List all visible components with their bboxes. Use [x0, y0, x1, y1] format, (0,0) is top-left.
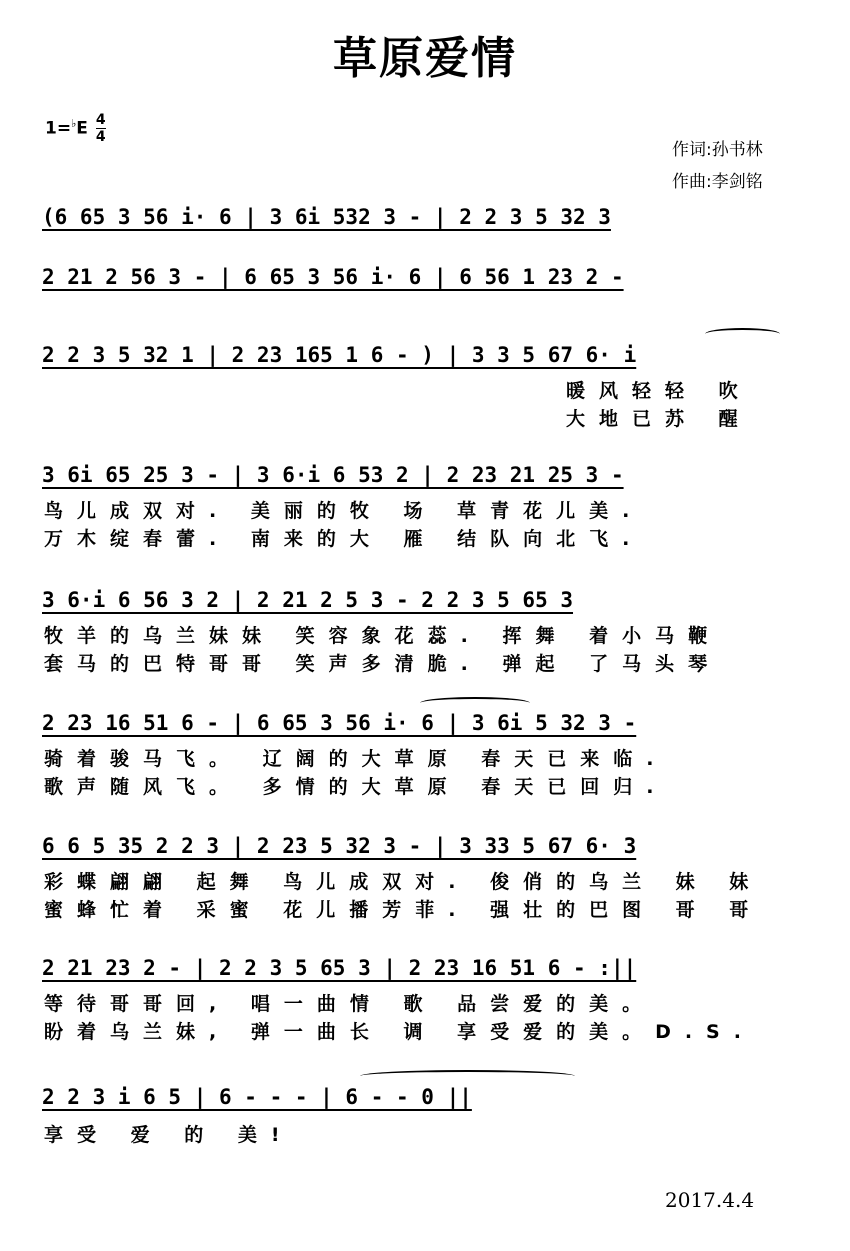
notation: 3 6·i 6 56 3 2 | 2 21 2 5 3 - 2 2 3 5 65 3 — [42, 588, 574, 612]
notation: 2 21 2 56 3 - | 6 65 3 56 i· 6 | 6 56 1 23 2 - — [42, 265, 624, 289]
lyric-verse-2: 歌声随风飞。 多情的大草原 春天已回归. — [44, 776, 668, 798]
lyric-verse-1: 鸟儿成双对. 美丽的牧 场 草青花儿美. — [44, 500, 644, 522]
notation: 3 6i 65 25 3 - | 3 6·i 6 53 2 | 2 23 21 25 3 - — [42, 463, 624, 487]
slur — [705, 328, 780, 340]
notation: 2 2 3 5 32 1 | 2 23 165 1 6 - ) | 3 3 5 67 6· i — [42, 343, 637, 367]
lyric-verse-2: 蜜蜂忙着 采蜜 花儿播芳菲. 强壮的巴图 哥 哥 — [44, 899, 763, 921]
lyric-verse-2: 套马的巴特哥哥 笑声多清脆. 弹起 了马头琴 — [44, 653, 722, 675]
lyric-verse-1: 牧羊的乌兰妹妹 笑容象花蕊. 挥舞 着小马鞭 — [44, 625, 722, 647]
lyricist: 作词:孙书林 — [672, 140, 763, 160]
notation: 2 23 16 51 6 - | 6 65 3 56 i· 6 | 3 6i 5 32 3 - — [42, 711, 637, 735]
lyric-verse-2: 大地已苏 醒 — [566, 408, 752, 430]
lyric-verse-2: 万木绽春蕾. 南来的大 雁 结队向北飞. — [44, 528, 644, 550]
notation: 2 21 23 2 - | 2 2 3 5 65 3 | 2 23 16 51 6 - :|| — [42, 956, 637, 980]
key-signature: 1=♭E $\frac{4}{4}$ — [45, 112, 106, 145]
lyric-verse-1: 骑着骏马飞。 辽阔的大草原 春天已来临. — [44, 748, 668, 770]
date: 2017.4.4 — [665, 1188, 755, 1212]
lyric-verse-2: 盼着乌兰妹, 弹一曲长 调 享受爱的美。D.S. — [44, 1021, 755, 1043]
staff-row-9 — [30, 1080, 830, 1251]
lyric-verse-1: 暖风轻轻 吹 — [566, 380, 752, 402]
slur — [360, 1070, 575, 1082]
notation: 2 2 3 i 6 5 | 6 - - - | 6 - - 0 || — [42, 1085, 472, 1109]
notation: 6 6 5 35 2 2 3 | 2 23 5 32 3 - | 3 33 5 67 6· 3 — [42, 834, 637, 858]
slur — [420, 697, 530, 709]
composer: 作曲:李剑铭 — [672, 172, 763, 192]
time-signature: $\frac{4}{4}$ — [95, 112, 106, 145]
lyric-verse-1: 等待哥哥回, 唱一曲情 歌 品尝爱的美。 — [44, 993, 656, 1015]
lyric-verse-1: 享受 爱 的 美! — [44, 1124, 294, 1146]
lyric-verse-1: 彩蝶翩翩 起舞 鸟儿成双对. 俊俏的乌兰 妹 妹 — [44, 871, 763, 893]
song-title: 草原爱情 — [333, 33, 517, 84]
notation: (6 65 3 56 i· 6 | 3 6i 532 3 - | 2 2 3 5 32 3 — [42, 205, 611, 229]
